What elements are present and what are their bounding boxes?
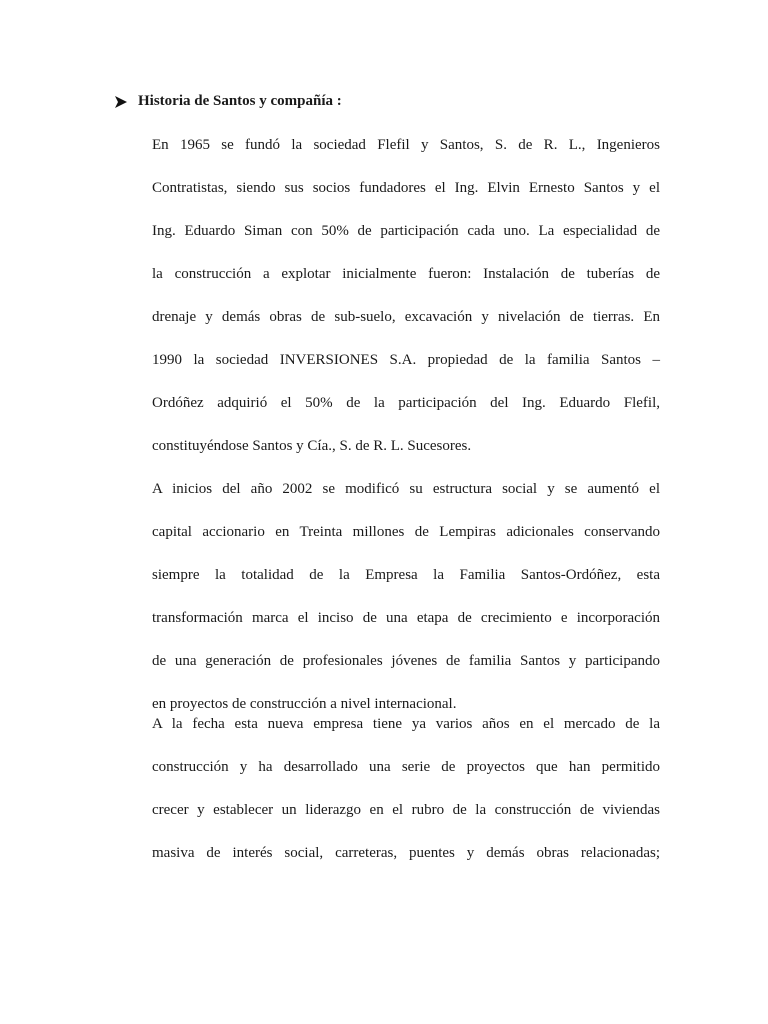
paragraph-line: drenaje y demás obras de sub-suelo, excavación y nivelación de tierras. En [152, 309, 660, 325]
paragraph-line: construcción y ha desarrollado una serie de proyectos que han permitido [152, 759, 660, 775]
arrowhead-bullet-icon [114, 95, 128, 109]
paragraph-line: siempre la totalidad de la Empresa la Familia Santos-Ordóñez, esta [152, 567, 660, 583]
section-heading [114, 93, 342, 110]
paragraph-line: crecer y establecer un liderazgo en el rubro de la construcción de viviendas [152, 802, 660, 818]
paragraph-3 [152, 703, 660, 875]
paragraph-line: Contratistas, siendo sus socios fundadores el Ing. Elvin Ernesto Santos y el [152, 180, 660, 196]
paragraph-line: transformación marca el inciso de una etapa de crecimiento e incorporación [152, 610, 660, 626]
paragraph-line: de una generación de profesionales jóvenes de familia Santos y participando [152, 653, 660, 669]
paragraph-2 [152, 468, 660, 726]
paragraph-line: En 1965 se fundó la sociedad Flefil y Santos, S. de R. L., Ingenieros [152, 137, 660, 153]
paragraph-line: masiva de interés social, carreteras, puentes y demás obras relacionadas; [152, 845, 660, 861]
paragraph-line: Ing. Eduardo Siman con 50% de participación cada uno. La especialidad de [152, 223, 660, 239]
paragraph-line: Ordóñez adquirió el 50% de la participación del Ing. Eduardo Flefil, [152, 395, 660, 411]
paragraph-line: constituyéndose Santos y Cía., S. de R. L. Sucesores. [152, 438, 472, 454]
paragraph-1 [152, 124, 660, 468]
paragraph-line: A la fecha esta nueva empresa tiene ya varios años en el mercado de la [152, 716, 660, 732]
paragraph-line: en proyectos de construcción a nivel internacional. [152, 696, 457, 712]
paragraph-line: A inicios del año 2002 se modificó su estructura social y se aumentó el [152, 481, 660, 497]
paragraph-line: la construcción a explotar inicialmente fueron: Instalación de tuberías de [152, 266, 660, 282]
section-heading-text: Historia de Santos y compañía : [138, 93, 342, 109]
paragraph-line: 1990 la sociedad INVERSIONES S.A. propiedad de la familia Santos – [152, 352, 660, 368]
paragraph-line: capital accionario en Treinta millones de Lempiras adicionales conservando [152, 524, 660, 540]
